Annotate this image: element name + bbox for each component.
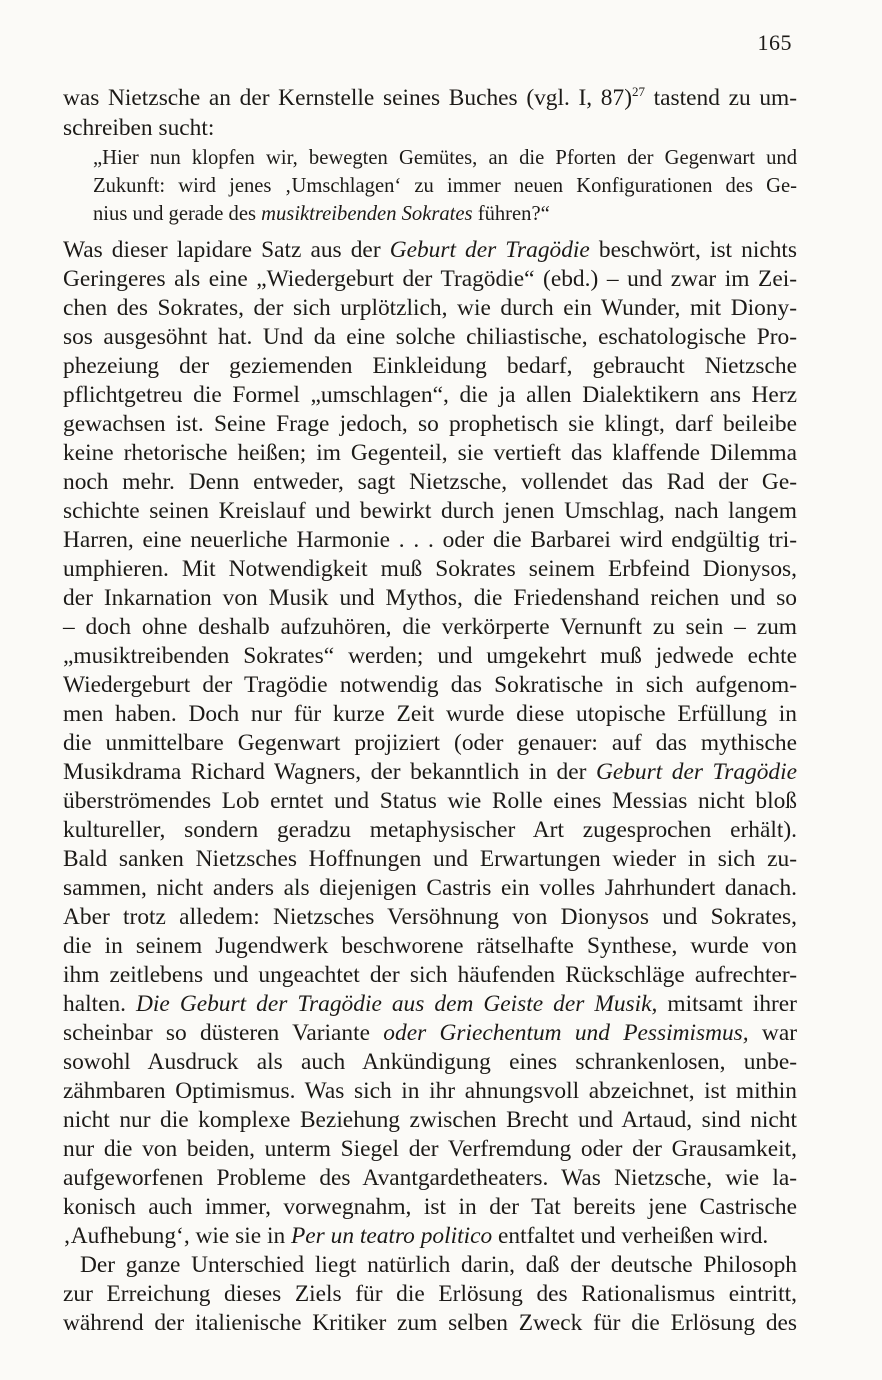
- line-text: [63, 85, 797, 112]
- line-text: [63, 1194, 797, 1221]
- text-line: [0, 1078, 882, 1108]
- text-line: [0, 1020, 882, 1050]
- text-line: [0, 1049, 882, 1079]
- line-text: [63, 585, 797, 612]
- text-segment: gewachsen ist. Seine Frage jedoch, so prophetisch sie klingt, darf beileibe: [63, 410, 797, 437]
- text-segment: schreiben sucht:: [63, 114, 215, 141]
- text-line: [0, 1165, 882, 1195]
- line-text: [63, 933, 797, 960]
- text-segment: führen?“: [472, 203, 550, 226]
- text-line: [0, 962, 882, 992]
- text-segment: was Nietzsche an der Kernstelle seines Buches (vgl. I, 87): [63, 84, 632, 111]
- text-line: [0, 1223, 882, 1253]
- line-text: [63, 759, 797, 786]
- text-segment: der Inkarnation von Musik und Mythos, die Friedenshand reichen und so: [63, 584, 797, 611]
- line-text: [63, 1107, 797, 1134]
- line-text: [63, 266, 797, 293]
- line-text: [63, 1049, 797, 1076]
- italic-title: Die Geburt der Tragödie aus dem Geiste der Musik,: [136, 990, 658, 1017]
- text-segment: beschwört, ist nichts: [589, 236, 798, 263]
- text-line: [0, 266, 882, 296]
- text-line: [0, 382, 882, 412]
- text-segment: Aber trotz alledem: Nietzsches Versöhnung von Dionysos und Sokrates,: [63, 903, 797, 930]
- text-line: [0, 846, 882, 876]
- line-text: [63, 1078, 797, 1105]
- text-line: [0, 672, 882, 702]
- line-text: [63, 991, 797, 1018]
- line-text: [63, 730, 797, 757]
- text-line: [0, 991, 882, 1021]
- text-line: [0, 875, 882, 905]
- text-line: [0, 701, 882, 731]
- text-segment: zähmbaren Optimismus. Was sich in ihr ahnungsvoll abzeichnet, ist mithin: [63, 1077, 797, 1104]
- italic-title: Geburt der Tragödie: [389, 236, 590, 263]
- text-line: [0, 1136, 882, 1166]
- line-text: [63, 701, 797, 728]
- text-segment: sowohl Ausdruck als auch Ankündigung eines schrankenlosen, unbe-: [63, 1048, 797, 1075]
- text-segment: noch mehr. Denn entweder, sagt Nietzsche, vollendet das Rad der Ge-: [63, 468, 797, 495]
- text-segment: nur die von beiden, unterm Siegel der Verfremdung oder der Grausamkeit,: [63, 1135, 797, 1162]
- line-text: [63, 1136, 797, 1163]
- text-line: [0, 788, 882, 818]
- line-text: [63, 643, 797, 670]
- text-segment: phezeiung der geziemenden Einkleidung bedarf, gebraucht Nietzsche: [63, 352, 797, 379]
- line-text: [63, 875, 797, 902]
- quote-line: [0, 147, 882, 172]
- text-segment: ‚Aufhebung‘, wie sie in: [63, 1222, 292, 1249]
- text-line: [0, 1107, 882, 1137]
- text-segment: Zukunft: wird jenes ‚Umschlagen‘ zu immer neuen Konfigurationen des Ge-: [93, 175, 797, 198]
- text-segment: zur Erreichung dieses Ziels für die Erlösung des Rationalismus eintritt,: [63, 1280, 797, 1307]
- text-line: [0, 1281, 882, 1311]
- text-line: [0, 1194, 882, 1224]
- text-segment: sos ausgesöhnt hat. Und da eine solche chiliastische, eschatologische Pro-: [63, 323, 797, 350]
- text-segment: Bald sanken Nietzsches Hoffnungen und Erwartungen wieder in sich zu-: [63, 845, 797, 872]
- text-segment: mitsamt ihrer: [657, 990, 797, 1017]
- text-segment: kultureller, sondern geradzu metaphysischer Art zugesprochen erhält).: [63, 816, 797, 843]
- text-segment: ihm zeitlebens und ungeachtet der sich häufenden Rückschläge aufrechter-: [63, 961, 797, 988]
- line-text: [63, 1165, 797, 1192]
- line-text: [93, 175, 797, 199]
- line-text: [63, 115, 214, 142]
- text-line: [0, 817, 882, 847]
- line-text: [63, 962, 797, 989]
- text-line: [0, 556, 882, 586]
- line-text: [63, 324, 797, 351]
- text-line: [0, 440, 882, 470]
- text-line: [0, 1252, 882, 1282]
- text-line: [0, 411, 882, 441]
- line-text: [93, 147, 797, 171]
- text-segment: nicht nur die komplexe Beziehung zwischen Brecht und Artaud, sind nicht: [63, 1106, 797, 1133]
- footnote-marker: 27: [632, 83, 645, 99]
- line-text: [93, 203, 550, 227]
- quote-line: [0, 203, 882, 228]
- text-segment: nius und gerade des: [93, 203, 262, 226]
- line-text: [63, 382, 797, 409]
- page-number: 165: [757, 30, 792, 55]
- text-line: [0, 85, 882, 115]
- text-segment: umphieren. Mit Notwendigkeit muß Sokrates seinem Erbfeind Dionysos,: [63, 555, 797, 582]
- text-segment: men haben. Doch nur für kurze Zeit wurde diese utopische Erfüllung in: [63, 700, 797, 727]
- line-text: [63, 469, 797, 496]
- text-line: [0, 759, 882, 789]
- text-segment: Wiedergeburt der Tragödie notwendig das Sokratische in sich aufgenom-: [63, 671, 797, 698]
- line-text: [63, 788, 797, 815]
- line-text: [63, 672, 797, 699]
- text-line: [0, 498, 882, 528]
- line-text: [63, 498, 797, 525]
- line-text: [63, 817, 797, 844]
- italic-title: Geburt der Tragödie: [595, 758, 797, 785]
- text-segment: chen des Sokrates, der sich urplötzlich, wie durch ein Wunder, mit Diony-: [63, 294, 797, 321]
- text-line: [0, 324, 882, 354]
- text-line: [0, 469, 882, 499]
- text-line: [0, 614, 882, 644]
- text-segment: Harren, eine neuerliche Harmonie . . . oder die Barbarei wird endgültig tri-: [63, 526, 797, 553]
- text-line: [0, 730, 882, 760]
- text-segment: scheinbar so düsteren Variante: [63, 1019, 384, 1046]
- text-segment: Musikdrama Richard Wagners, der bekanntlich in der: [63, 758, 596, 785]
- line-text: [63, 353, 797, 380]
- line-text: [80, 1252, 797, 1279]
- text-line: [0, 115, 882, 145]
- text-segment: konisch auch immer, vorwegnahm, ist in der Tat bereits jene Castrische: [63, 1193, 797, 1220]
- line-text: [63, 1020, 797, 1047]
- line-text: [63, 440, 797, 467]
- line-text: [63, 556, 797, 583]
- quote-line: [0, 175, 882, 200]
- text-line: [0, 353, 882, 383]
- text-segment: halten.: [63, 990, 137, 1017]
- text-line: [0, 527, 882, 557]
- text-line: [0, 585, 882, 615]
- text-line: [0, 1310, 882, 1340]
- text-segment: war: [748, 1019, 797, 1046]
- text-line: [0, 643, 882, 673]
- line-text: [63, 1310, 797, 1337]
- text-segment: schichte seinen Kreislauf und bewirkt durch jenen Umschlag, nach langem: [63, 497, 797, 524]
- text-segment: entfaltet und verheißen wird.: [492, 1222, 769, 1249]
- line-text: [63, 1223, 768, 1250]
- text-segment: Der ganze Unterschied liegt natürlich darin, daß der deutsche Philosoph: [80, 1251, 797, 1278]
- line-text: [63, 411, 797, 438]
- text-line: [0, 295, 882, 325]
- text-segment: – doch ohne deshalb aufzuhören, die verkörperte Vernunft zu sein – zum: [63, 613, 797, 640]
- line-text: [63, 527, 797, 554]
- italic-title: Per un teatro politico: [291, 1222, 493, 1249]
- line-text: [63, 904, 797, 931]
- text-segment: Was dieser lapidare Satz aus der: [63, 236, 390, 263]
- text-segment: aufgeworfenen Probleme des Avantgardetheaters. Was Nietzsche, wie la-: [63, 1164, 797, 1191]
- line-text: [63, 1281, 797, 1308]
- text-line: [0, 933, 882, 963]
- text-segment: die unmittelbare Gegenwart projiziert (oder genauer: auf das mythische: [63, 729, 797, 756]
- text-segment: die in seinem Jugendwerk beschworene rätselhafte Synthese, wurde von: [63, 932, 797, 959]
- line-text: [63, 846, 797, 873]
- text-segment: sammen, nicht anders als diejenigen Castris ein volles Jahrhundert danach.: [63, 874, 797, 901]
- text-segment: „musiktreibenden Sokrates“ werden; und umgekehrt muß jedwede echte: [63, 642, 797, 669]
- italic-title: musiktreibenden Sokrates: [261, 203, 473, 226]
- text-line: [0, 904, 882, 934]
- line-text: [63, 614, 797, 641]
- text-segment: pflichtgetreu die Formel „umschlagen“, die ja allen Dialektikern ans Herz: [63, 381, 797, 408]
- text-segment: während der italienische Kritiker zum selben Zweck für die Erlösung des: [63, 1309, 797, 1336]
- text-line: [0, 237, 882, 267]
- text-segment: tastend zu um-: [645, 84, 797, 111]
- line-text: [63, 237, 797, 264]
- text-segment: „Hier nun klopfen wir, bewegten Gemütes, an die Pforten der Gegenwart und: [93, 147, 797, 170]
- line-text: [63, 295, 797, 322]
- text-segment: überströmendes Lob erntet und Status wie Rolle eines Messias nicht bloß: [63, 787, 797, 814]
- italic-title: oder Griechentum und Pessimismus,: [383, 1019, 749, 1046]
- text-segment: keine rhetorische heißen; im Gegenteil, sie vertieft das klaffende Dilemma: [63, 439, 797, 466]
- text-segment: Geringeres als eine „Wiedergeburt der Tragödie“ (ebd.) – und zwar im Zei-: [63, 265, 797, 292]
